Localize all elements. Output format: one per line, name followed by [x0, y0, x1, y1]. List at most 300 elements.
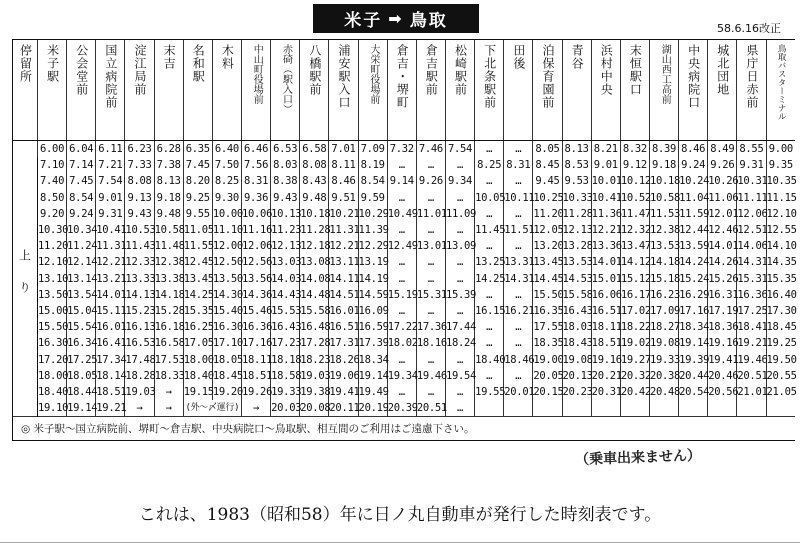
stop-name: 浦安駅入口: [336, 44, 351, 109]
departure-time: 7.56: [241, 157, 270, 173]
departure-time: 6.35: [183, 141, 212, 158]
departure-time: 14.48: [300, 287, 329, 303]
departure-time: 6.11: [96, 141, 125, 158]
departure-time: 8.46: [679, 141, 708, 158]
stop-header: [38, 40, 67, 141]
departure-time: 13.56: [241, 271, 270, 287]
departure-time: 19.46: [416, 368, 445, 384]
departure-time: 11.09: [445, 206, 474, 222]
departure-time: 8.54: [67, 190, 96, 206]
departure-time: 9.43: [271, 190, 300, 206]
departure-time: 11.28: [562, 206, 591, 222]
note-cell: [13, 417, 796, 441]
departure-time: 13.53: [562, 254, 591, 270]
trip-row: [13, 400, 796, 417]
stop-header: [212, 40, 241, 141]
departure-time: 6.04: [67, 141, 96, 158]
departure-time: 12.10: [38, 254, 67, 270]
stop-name: 八橋駅前: [307, 44, 322, 96]
departure-time: 12.21: [591, 222, 620, 238]
departure-time: 17.39: [358, 335, 387, 351]
departure-time: …: [504, 238, 533, 254]
stop-name: 城北団地: [715, 44, 730, 96]
departure-time: 7.45: [183, 157, 212, 173]
departure-time: 20.55: [766, 368, 795, 384]
departure-time: 18.45: [766, 319, 795, 335]
departure-time: …: [387, 222, 416, 238]
departure-time: 10.11: [504, 190, 533, 206]
departure-time: 7.54: [96, 173, 125, 189]
departure-time: 13.33: [125, 271, 154, 287]
departure-time: 20.44: [679, 368, 708, 384]
departure-time: 7.01: [329, 141, 358, 158]
trip-row: [13, 141, 796, 158]
stop-header: [591, 40, 620, 141]
stop-header: [96, 40, 125, 141]
departure-time: 8.39: [649, 141, 678, 158]
departure-time: 17.44: [445, 319, 474, 335]
departure-time: 9.14: [387, 173, 416, 189]
departure-time: 14.25: [183, 287, 212, 303]
departure-time: 12.56: [241, 254, 270, 270]
departure-time: 19.55: [475, 384, 504, 400]
departure-time: 19.21: [737, 335, 766, 351]
stop-header: [475, 40, 504, 141]
route-title: [313, 4, 479, 33]
note-row: [13, 417, 796, 441]
departure-time: 18.05: [67, 368, 96, 384]
departure-time: [504, 400, 533, 417]
departure-time: 16.01: [96, 319, 125, 335]
departure-time: 19.14: [679, 335, 708, 351]
departure-time: 10.21: [329, 206, 358, 222]
departure-time: 8.20: [183, 173, 212, 189]
departure-time: 15.35: [183, 303, 212, 319]
departure-time: 9.20: [38, 206, 67, 222]
departure-time: 10.49: [387, 206, 416, 222]
departure-time: 12.05: [533, 222, 562, 238]
departure-time: 10.29: [358, 206, 387, 222]
divider: [0, 542, 800, 543]
departure-time: 9.35: [766, 157, 795, 173]
departure-time: 10.58: [154, 222, 183, 238]
departure-time: 19.03: [300, 368, 329, 384]
departure-time: 14.36: [241, 287, 270, 303]
departure-time: 11.01: [416, 206, 445, 222]
departure-time: [533, 400, 562, 417]
departure-time: [475, 400, 504, 417]
departure-time: 15.54: [67, 319, 96, 335]
departure-time: 12.38: [649, 222, 678, 238]
departure-time: …: [445, 190, 474, 206]
departure-time: 13.31: [504, 254, 533, 270]
departure-time: 17.25: [67, 351, 96, 367]
departure-time: 13.28: [562, 238, 591, 254]
departure-time: 16.30: [212, 319, 241, 335]
departure-time: 18.00: [183, 351, 212, 367]
departure-time: 17.02: [620, 303, 649, 319]
departure-time: 13.03: [271, 254, 300, 270]
departure-time: 8.19: [358, 157, 387, 173]
departure-time: 8.38: [271, 173, 300, 189]
departure-time: 20.11: [329, 400, 358, 417]
departure-time: 20.13: [562, 368, 591, 384]
departure-time: 11.31: [96, 238, 125, 254]
departure-time: 18.16: [416, 335, 445, 351]
departure-time: 16.06: [591, 287, 620, 303]
departure-time: 18.22: [620, 319, 649, 335]
departure-time: 9.00: [766, 141, 795, 158]
departure-time: 20.54: [679, 384, 708, 400]
departure-time: 8.08: [300, 157, 329, 173]
trip-row: [13, 254, 796, 270]
stop-name: 県庁日赤前: [744, 44, 759, 109]
departure-time: 19.49: [358, 384, 387, 400]
departure-time: 16.29: [679, 287, 708, 303]
departure-time: 14.11: [329, 271, 358, 287]
departure-time: 14.03: [271, 271, 300, 287]
departure-time: …: [445, 222, 474, 238]
departure-time: 9.43: [125, 206, 154, 222]
departure-time: 9.31: [737, 157, 766, 173]
departure-time: 10.30: [38, 222, 67, 238]
departure-time: 14.13: [125, 287, 154, 303]
departure-time: 13.36: [591, 238, 620, 254]
stop-header: [504, 40, 533, 141]
departure-time: 8.32: [620, 141, 649, 158]
departure-time: 12.44: [679, 222, 708, 238]
departure-time: (外～〆運行): [183, 400, 241, 417]
departure-time: …: [475, 335, 504, 351]
departure-time: 11.48: [154, 238, 183, 254]
departure-time: 16.13: [125, 319, 154, 335]
departure-time: 18.43: [562, 335, 591, 351]
departure-time: 21.05: [766, 384, 795, 400]
departure-time: 15.58: [562, 287, 591, 303]
departure-time: …: [387, 157, 416, 173]
departure-time: 18.11: [591, 319, 620, 335]
departure-time: 14.18: [649, 254, 678, 270]
departure-time: …: [445, 384, 474, 400]
departure-time: 14.01: [591, 254, 620, 270]
departure-time: 7.38: [154, 157, 183, 173]
usage-note: ◎ 米子駅～国立病院前、堺町～倉吉駅、中央病院口～鳥取駅、相互間のご利用はご遠慮下さい。: [21, 423, 475, 436]
departure-time: 18.35: [533, 335, 562, 351]
trip-row: [13, 368, 796, 384]
departure-time: →: [154, 400, 183, 417]
departure-time: 15.23: [125, 303, 154, 319]
route-origin: 米子: [344, 11, 383, 31]
stop-name: 末恒駅口: [628, 44, 643, 96]
departure-time: …: [475, 206, 504, 222]
departure-time: 11.59: [679, 206, 708, 222]
departure-time: …: [445, 254, 474, 270]
departure-time: 16.15: [475, 303, 504, 319]
departure-time: 15.53: [271, 303, 300, 319]
departure-time: 14.51: [329, 287, 358, 303]
departure-time: …: [504, 173, 533, 189]
stop-header: [679, 40, 708, 141]
departure-time: …: [504, 335, 533, 351]
departure-time: 9.59: [358, 190, 387, 206]
stop-name: 赤碕（駅入口）: [280, 44, 292, 114]
trip-row: [13, 303, 796, 319]
departure-time: 13.45: [183, 271, 212, 287]
departure-time: 19.00: [533, 351, 562, 367]
departure-time: 12.21: [329, 238, 358, 254]
departure-time: 15.01: [591, 271, 620, 287]
departure-time: 12.13: [562, 222, 591, 238]
departure-time: 18.18: [271, 351, 300, 367]
departure-time: 18.00: [38, 368, 67, 384]
departure-time: 10.35: [766, 173, 795, 189]
departure-time: 15.31: [416, 287, 445, 303]
stop-name: 名和駅: [191, 44, 206, 83]
departure-time: 18.34: [358, 351, 387, 367]
departure-time: …: [416, 222, 445, 238]
stop-name: 末吉: [162, 44, 177, 70]
departure-time: 17.48: [125, 351, 154, 367]
departure-time: 18.26: [329, 351, 358, 367]
departure-time: 17.16: [679, 303, 708, 319]
departure-time: 12.50: [212, 254, 241, 270]
departure-time: …: [475, 368, 504, 384]
departure-time: 15.00: [38, 303, 67, 319]
stop-header: [183, 40, 212, 141]
stop-header: [271, 40, 300, 141]
departure-time: 9.48: [154, 206, 183, 222]
departure-time: 14.26: [708, 254, 737, 270]
departure-time: 10.52: [620, 190, 649, 206]
departure-time: 11.45: [475, 222, 504, 238]
departure-time: 11.39: [358, 222, 387, 238]
trip-row: [13, 351, 796, 367]
trip-row: [13, 287, 796, 303]
departure-time: 13.47: [620, 238, 649, 254]
departure-time: 20.05: [533, 368, 562, 384]
departure-time: 14.43: [271, 287, 300, 303]
departure-time: 18.45: [212, 368, 241, 384]
departure-time: 11.05: [183, 222, 212, 238]
departure-time: 6.00: [38, 141, 67, 158]
departure-time: 8.46: [329, 173, 358, 189]
departure-time: 19.02: [620, 335, 649, 351]
trip-row: [13, 222, 796, 238]
departure-time: 15.12: [620, 271, 649, 287]
departure-time: 17.09: [649, 303, 678, 319]
departure-time: 18.40: [475, 351, 504, 367]
departure-time: 10.18: [649, 173, 678, 189]
departure-time: 13.19: [358, 254, 387, 270]
departure-time: 8.11: [329, 157, 358, 173]
departure-time: →: [241, 400, 270, 417]
departure-time: …: [504, 319, 533, 335]
stop-header: [416, 40, 445, 141]
stop-name: 公会堂前: [74, 44, 89, 96]
departure-time: 19.08: [649, 335, 678, 351]
stop-name: 米子駅: [45, 44, 60, 83]
departure-time: 17.25: [737, 303, 766, 319]
departure-time: 16.36: [241, 319, 270, 335]
departure-time: 16.21: [504, 303, 533, 319]
departure-time: 10.53: [125, 222, 154, 238]
departure-time: 11.20: [38, 238, 67, 254]
departure-time: 8.54: [358, 173, 387, 189]
departure-time: 16.17: [620, 287, 649, 303]
departure-time: 12.10: [766, 206, 795, 222]
departure-time: 18.33: [154, 368, 183, 384]
departure-time: 19.46: [737, 351, 766, 367]
stop-header: [300, 40, 329, 141]
departure-time: 6.23: [125, 141, 154, 158]
departure-time: 13.45: [533, 254, 562, 270]
departure-time: 11.04: [679, 190, 708, 206]
timetable: [12, 39, 795, 461]
departure-time: 11.31: [329, 222, 358, 238]
departure-time: 19.03: [125, 384, 154, 400]
departure-time: [649, 400, 678, 417]
departure-time: 12.00: [212, 238, 241, 254]
departure-time: 7.40: [38, 173, 67, 189]
departure-time: 9.53: [562, 173, 591, 189]
departure-time: 19.15: [183, 384, 212, 400]
departure-time: 8.50: [38, 190, 67, 206]
departure-time: 16.43: [562, 303, 591, 319]
departure-time: 10.41: [96, 222, 125, 238]
departure-time: [766, 400, 795, 417]
departure-time: …: [475, 238, 504, 254]
departure-time: …: [504, 287, 533, 303]
departure-time: 16.35: [533, 303, 562, 319]
trip-row: [13, 173, 796, 189]
stop-header: [562, 40, 591, 141]
departure-time: 17.19: [708, 303, 737, 319]
departure-time: 19.41: [708, 351, 737, 367]
departure-time: 13.20: [533, 238, 562, 254]
departure-time: 16.58: [154, 335, 183, 351]
departure-time: 12.46: [708, 222, 737, 238]
departure-time: 17.31: [329, 335, 358, 351]
departure-time: 12.38: [154, 254, 183, 270]
stop-name: 松崎駅前: [453, 44, 468, 96]
departure-time: 11.20: [533, 206, 562, 222]
departure-time: 12.01: [708, 206, 737, 222]
departure-time: 10.13: [271, 206, 300, 222]
departure-time: 15.28: [154, 303, 183, 319]
departure-time: 15.04: [67, 303, 96, 319]
departure-time: 20.21: [591, 368, 620, 384]
departure-time: 18.51: [591, 335, 620, 351]
departure-time: 10.25: [533, 190, 562, 206]
departure-time: 21.01: [737, 384, 766, 400]
departure-time: 15.24: [679, 271, 708, 287]
departure-time: …: [475, 141, 504, 158]
departure-time: 19.50: [766, 351, 795, 367]
departure-time: 7.14: [67, 157, 96, 173]
departure-time: 8.25: [212, 173, 241, 189]
departure-time: 15.46: [241, 303, 270, 319]
departure-time: 16.09: [358, 303, 387, 319]
departure-time: 20.31: [591, 384, 620, 400]
departure-time: 20.51: [416, 400, 445, 417]
departure-time: 19.38: [300, 384, 329, 400]
departure-time: 17.53: [154, 351, 183, 367]
departure-time: 11.28: [300, 222, 329, 238]
departure-time: 17.30: [766, 303, 795, 319]
stop-name: 湖山西工高前: [659, 44, 671, 104]
departure-time: 18.03: [562, 319, 591, 335]
departure-time: 20.48: [649, 384, 678, 400]
departure-time: [620, 400, 649, 417]
departure-time: 18.36: [708, 319, 737, 335]
departure-time: 14.18: [154, 287, 183, 303]
departure-time: 9.30: [212, 190, 241, 206]
trip-row: [13, 190, 796, 206]
departure-time: [737, 400, 766, 417]
departure-time: 19.14: [358, 368, 387, 384]
departure-time: 20.08: [300, 400, 329, 417]
stop-header: [67, 40, 96, 141]
stop-name: 木料: [220, 44, 235, 70]
departure-time: 12.49: [387, 238, 416, 254]
departure-time: 11.36: [591, 206, 620, 222]
departure-time: 18.05: [212, 351, 241, 367]
departure-time: 12.06: [241, 238, 270, 254]
departure-time: 12.06: [737, 206, 766, 222]
departure-time: 7.10: [38, 157, 67, 173]
departure-time: 6.53: [271, 141, 300, 158]
departure-time: 20.01: [504, 384, 533, 400]
departure-time: 16.23: [649, 287, 678, 303]
departure-time: 16.30: [38, 335, 67, 351]
departure-time: 10.01: [591, 173, 620, 189]
departure-time: 8.13: [562, 141, 591, 158]
departure-time: 14.53: [562, 271, 591, 287]
departure-time: 20.23: [562, 384, 591, 400]
departure-time: 10.26: [708, 173, 737, 189]
departure-time: 8.31: [241, 173, 270, 189]
departure-time: →: [154, 384, 183, 400]
departure-time: 11.24: [67, 238, 96, 254]
departure-time: 14.24: [679, 254, 708, 270]
stop-header: [358, 40, 387, 141]
departure-time: 16.43: [271, 319, 300, 335]
departure-time: [562, 400, 591, 417]
departure-time: 16.53: [125, 335, 154, 351]
stop-header-row: [13, 40, 796, 141]
stop-name: 大栄町役場前: [367, 44, 379, 104]
departure-time: …: [475, 173, 504, 189]
departure-time: 17.55: [533, 319, 562, 335]
departure-time: 13.11: [329, 254, 358, 270]
departure-time: 19.33: [271, 384, 300, 400]
departure-time: 10.33: [562, 190, 591, 206]
timetable-grid: [12, 39, 795, 441]
departure-time: 14.19: [358, 271, 387, 287]
stop-name: 国立病院前: [103, 44, 118, 109]
departure-time: 16.51: [329, 319, 358, 335]
departure-time: 13.25: [475, 254, 504, 270]
departure-time: 17.05: [183, 335, 212, 351]
departure-time: 18.02: [387, 335, 416, 351]
departure-time: 8.55: [737, 141, 766, 158]
departure-time: 13.09: [445, 238, 474, 254]
departure-time: [679, 400, 708, 417]
departure-time: 16.18: [154, 319, 183, 335]
route-destination: 鳥取: [409, 11, 448, 31]
departure-time: 12.29: [358, 238, 387, 254]
departure-time: 9.18: [154, 190, 183, 206]
